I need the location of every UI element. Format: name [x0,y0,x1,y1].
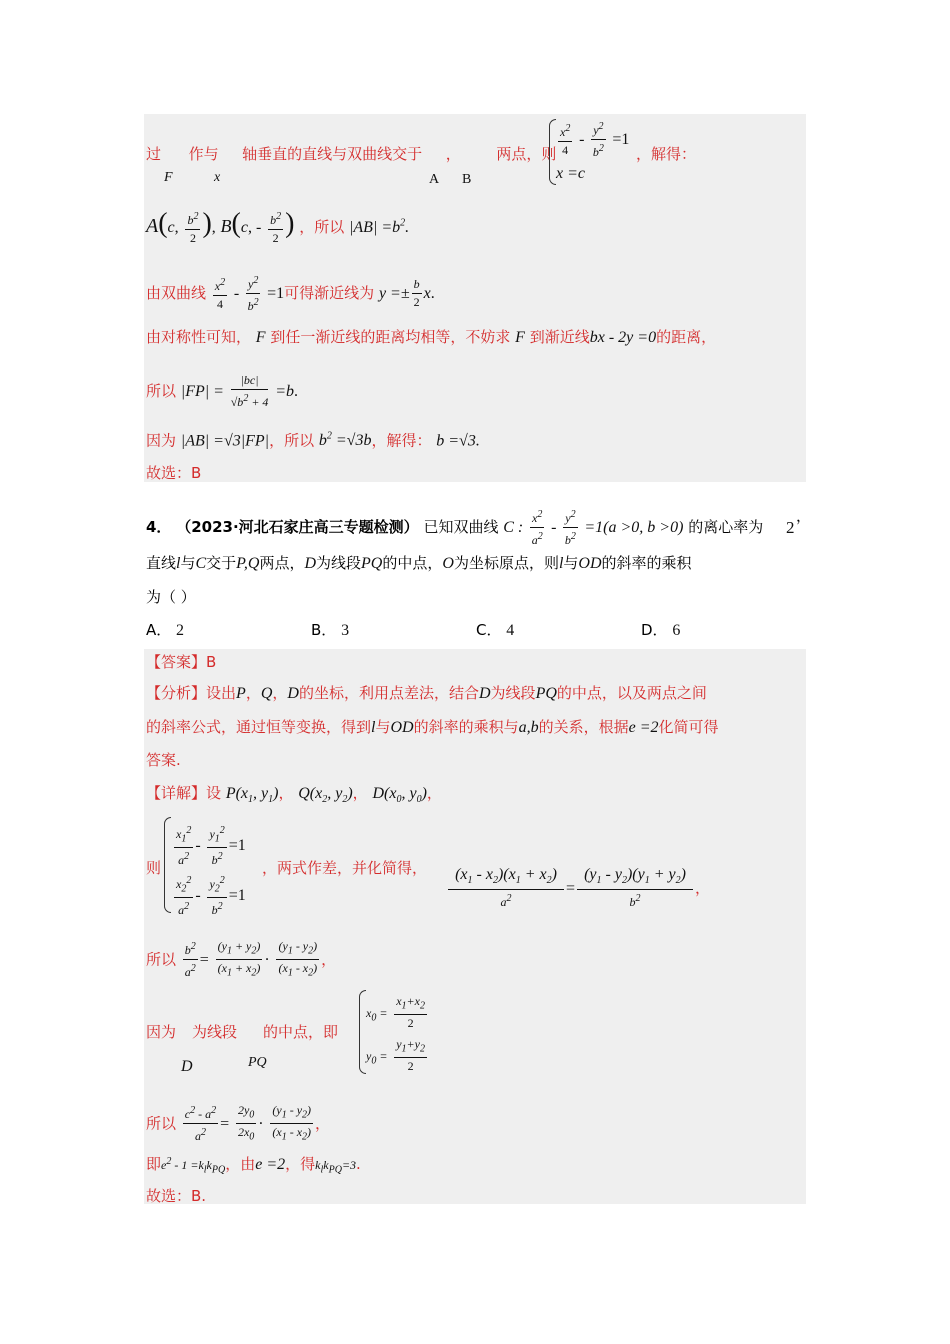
s-d4-sys2: $y_0$ = $\frac{y_1+y_2}{2}$ [366,1037,425,1074]
q4-option-d-label: D． [641,621,668,639]
s-answer-tag: 【答案】 [146,653,207,671]
b1-line4 [146,327,716,348]
s-analysis-1 [146,683,707,704]
b1-line2: A(c, $\frac{b^2}{2}$ ), B(c, - $\frac{b^2}{2}$ ) ，所以 $|AB| =b^2$. [146,208,410,245]
s-d4-D: D [181,1058,193,1075]
s-d4 [146,1022,338,1042]
s-a2-t2: 与 [375,718,391,736]
s-d5-c: ， [315,1114,331,1133]
b1-line3: 由双曲线 $\frac{x^2}{4}$ - $\frac{y^2}{b^2}$ =1可得渐近线为 y =± $\frac{b}{2}$ x. [146,272,435,315]
b1-l4-F1: F [255,329,266,346]
s-d4-t1: 因为 [146,1023,177,1041]
q4-option-b[interactable] [311,620,349,641]
s-d1-c2: ， [352,784,368,802]
q4-ecc: 2 [786,518,795,537]
q4-option-b-label: B． [311,621,337,639]
q4-option-d-value: 6 [672,622,681,639]
b1-l1-t6: ，解得： [636,145,697,163]
b1-l1-t5: 两点，则 [496,145,557,163]
b1-l4-t4: 的距离， [656,328,717,346]
s-d7: 故选：B. [146,1187,207,1205]
b1-x: x [214,170,221,185]
s-d3-c: ， [321,950,337,969]
s-d1-P: $P(x_1$, $y_1$) [225,785,279,806]
q4-line1: 4． （2023·河北石家庄高三专题检测） 已知双曲线 C : $\frac{x^2}{a^2}$ - $\frac{y^2}{b^2}$ =1(a >0, b >0) 的离心率为 [146,506,763,549]
q4-line2 [146,553,692,574]
s-d2-sys2: $\frac{x_2^2}{a^2}$ - $\frac{y_2^2}{b^2}$ =1 [172,872,246,919]
s-a1-P: P [236,685,246,702]
b1-line5: 所以 |FP| = $\frac{|bc|}{√b^2 + 4}$ =b. [146,373,298,409]
s-d1-D: $D(x_0$, $y_0$) [372,785,427,806]
s-d2-c: ， [695,879,711,898]
b1-sys-eq1: $\frac{x^2}{4}$ - $\frac{y^2}{b^2}$ =1 [556,118,629,161]
b1-l6-t2: ，所以 [269,431,315,450]
b1-l5-t1: 所以 [146,382,177,400]
b1-l1-t2: 作与 [188,145,219,163]
b1-l1-t1: 过 [146,145,162,163]
s-a2-t1: 的斜率公式，通过恒等变换，得到 [146,718,372,736]
b1-l4-line: bx - 2y =0 [589,329,657,346]
b1-l3-frac2: $\frac{y^2}{b^2}$ [246,272,260,315]
s-a1-PQ: PQ [535,685,557,702]
b1-B: B [462,172,472,187]
q4-option-d[interactable] [641,620,680,641]
s-d1-c3: ， [426,784,442,802]
s-d6-t4: . [356,1155,361,1173]
s-a1-t1: 设出 [206,684,237,702]
q4-frac2: $\frac{y^2}{b^2}$ [563,506,577,549]
s-a2-ab: a,b [518,719,539,736]
s-analysis-3: 答案. [146,751,181,769]
b1-l6-t3: ，解得： [371,431,432,450]
b1-line7: 故选：B [146,464,202,482]
q4-source: （2023·河北石家庄高三专题检测） [176,518,419,536]
s-answer [146,652,216,672]
q4-l2-PQ: P,Q [236,555,260,572]
q4-t1: 已知双曲线 [423,518,499,536]
s-d4-t2: 为线段 [192,1023,238,1041]
s-d3-t1: 所以 [146,950,177,969]
s-d1-Q: $Q(x_2$, $y_2$) [298,785,353,806]
b1-l3-t2: 可得渐近线为 [284,284,375,302]
q4-l2-t5: 为线段 [316,554,362,572]
q4-option-c-label: C． [476,621,502,639]
s-d5-t1: 所以 [146,1114,177,1133]
q4-option-a-label: A． [146,621,172,639]
q4-option-a[interactable] [146,620,184,641]
b1-sys-frac1: $\frac{x^2}{4}$ [558,120,572,159]
s-d4-sys1: $x_0$ = $\frac{x_1+x_2}{2}$ [366,994,425,1031]
s-a1-c2: ， [272,684,288,702]
s-d2-brace [164,817,171,913]
s-d6: 即$e^2 - 1 =k_lk_{PQ}$，由e =2，得$k_lk_{PQ}=3$. [146,1155,361,1176]
b1-sys-brace [549,119,556,185]
s-a1-Q: Q [260,685,273,702]
q4-frac1: $\frac{x^2}{a^2}$ [530,506,544,549]
b1-l6-t1: 因为 [146,431,177,450]
s-a2-OD: OD [390,719,414,736]
s-d2-sys1: $\frac{x_1^2}{a^2}$ - $\frac{y_1^2}{b^2}$ =1 [172,822,246,869]
s-a2-t5: 化简可得 [658,718,719,736]
q4-option-b-value: 3 [341,622,350,639]
b1-l3-frac1: $\frac{x^2}{4}$ [213,274,227,313]
b1-frac-b2n: $\frac{b^2}{2}$ [268,208,283,247]
b1-l2-t1: ，所以 [299,218,345,236]
b1-sys-frac2: $\frac{y^2}{b^2}$ [591,118,605,161]
q4-l2-t3: 交于 [206,554,237,572]
b1-frac-b2: $\frac{b^2}{2}$ [185,208,200,247]
q4-l2-t7: 为坐标原点，则 [453,554,559,572]
s-d4-PQ: PQ [248,1055,267,1070]
s-d4-t3: 的中点，即 [263,1023,339,1041]
s-answer-value: B [206,653,217,671]
q4-t2: 的离心率为 [688,518,764,536]
q4-line3: 为（ ） [146,588,196,606]
s-d2-t1: 则 [146,859,162,877]
b1-l5-frac: $\frac{|bc|}{√b^2 + 4}$ [230,373,269,409]
b1-l4-F2: F [515,329,525,346]
q4-l2-t6: 的中点， [382,554,443,572]
q4-l2-O: O [442,555,454,572]
s-d4-brace [359,990,366,1074]
s-d5: 所以 $\frac{c^2 - a^2}{a^2}$ = $\frac{2y_0}{2x_0}$ · $\frac{(y_1 - y_2)}{(x_1 - x_2)}$ ， [146,1103,331,1144]
s-d6-t3: ，得 [285,1155,316,1173]
s-d6-t1: 即 [146,1155,162,1173]
b1-A: A [429,172,440,187]
s-a2-e: e =2 [628,719,659,736]
s-d1-c1: ， [278,784,294,802]
s-d1-t1: 设 [206,784,222,802]
s-a2-t3: 的斜率的乘积与 [413,718,519,736]
q4-l2-l2: l [558,555,564,572]
b1-l4-t1: 由对称性可知， [146,328,252,346]
b1-l3-t1: 由双曲线 [146,284,207,302]
b1-l4-t2: 到任一渐近线的距离均相等，不妨求 [270,328,511,346]
q4-l2-OD: OD [578,555,602,572]
s-a2-t4: 的关系，根据 [538,718,629,736]
b1-line1 [146,144,556,164]
b1-l1-t3: 轴垂直的直线与双曲线交于 [242,145,423,163]
s-detail-tag: 【详解】 [146,784,207,802]
q4-l2-t9: 的斜率的乘积 [601,554,692,572]
b1-sys-eq2: x =c [556,165,585,182]
q4-l2-t2: 与 [180,554,196,572]
q4-l2-t1: 直线 [146,554,177,572]
s-a1-t3: 为线段 [490,684,536,702]
s-analysis-2 [146,717,719,738]
s-a1-D2: D [478,685,491,702]
q4-l2-D: D [304,555,317,572]
s-a1-c1: ， [245,684,261,702]
s-d2-eq: $\frac{(x_1 - x_2)(x_1 + x_2)}{a^2}$ = $\frac{(y_1 - y_2)(y_1 + y_2)}{b^2}$ ， [446,866,710,911]
s-d6-t2: ，由 [225,1155,256,1173]
b1-l4-t3: 到渐近线 [529,328,590,346]
b1-l3-frac3: $\frac{b}{2}$ [413,277,420,309]
q4-num: 4． [146,518,172,536]
q4-l2-C: C [195,555,207,572]
s-d3: 所以 $\frac{b^2}{a^2}$ = $\frac{(y_1 + y_2)}{(x_1 + x_2)}$ · $\frac{(y_1 - y_2)}{(x_1 - x_2)}$ ， [146,939,337,980]
q4-option-a-value: 2 [176,622,185,639]
s-d2-t2: ，两式作差，并化简得， [262,859,428,877]
b1-F: F [164,170,173,185]
q4-l2-l: l [176,555,181,572]
s-detail-1 [146,783,442,810]
s-a2-l: l [371,719,376,736]
q4-option-c[interactable] [476,620,514,641]
s-a1-t2: 的坐标，利用点差法，结合 [298,684,479,702]
q4-l2-t4: 两点， [259,554,305,572]
q4-l2-PQ2: PQ [361,555,383,572]
b1-l1-t4: ， [445,145,461,163]
s-a1-t4: 的中点，以及两点之间 [556,684,707,702]
b1-line6: 因为 |AB| =√3|FP|，所以 $b^2 =√3b$，解得： b =√3. [146,431,480,450]
q4-l2-t8: 与 [563,554,579,572]
q4-t3: ， [796,507,812,525]
s-a1-D: D [287,685,299,702]
q4-option-c-value: 4 [506,622,515,639]
s-analysis-tag: 【分析】 [146,684,207,702]
